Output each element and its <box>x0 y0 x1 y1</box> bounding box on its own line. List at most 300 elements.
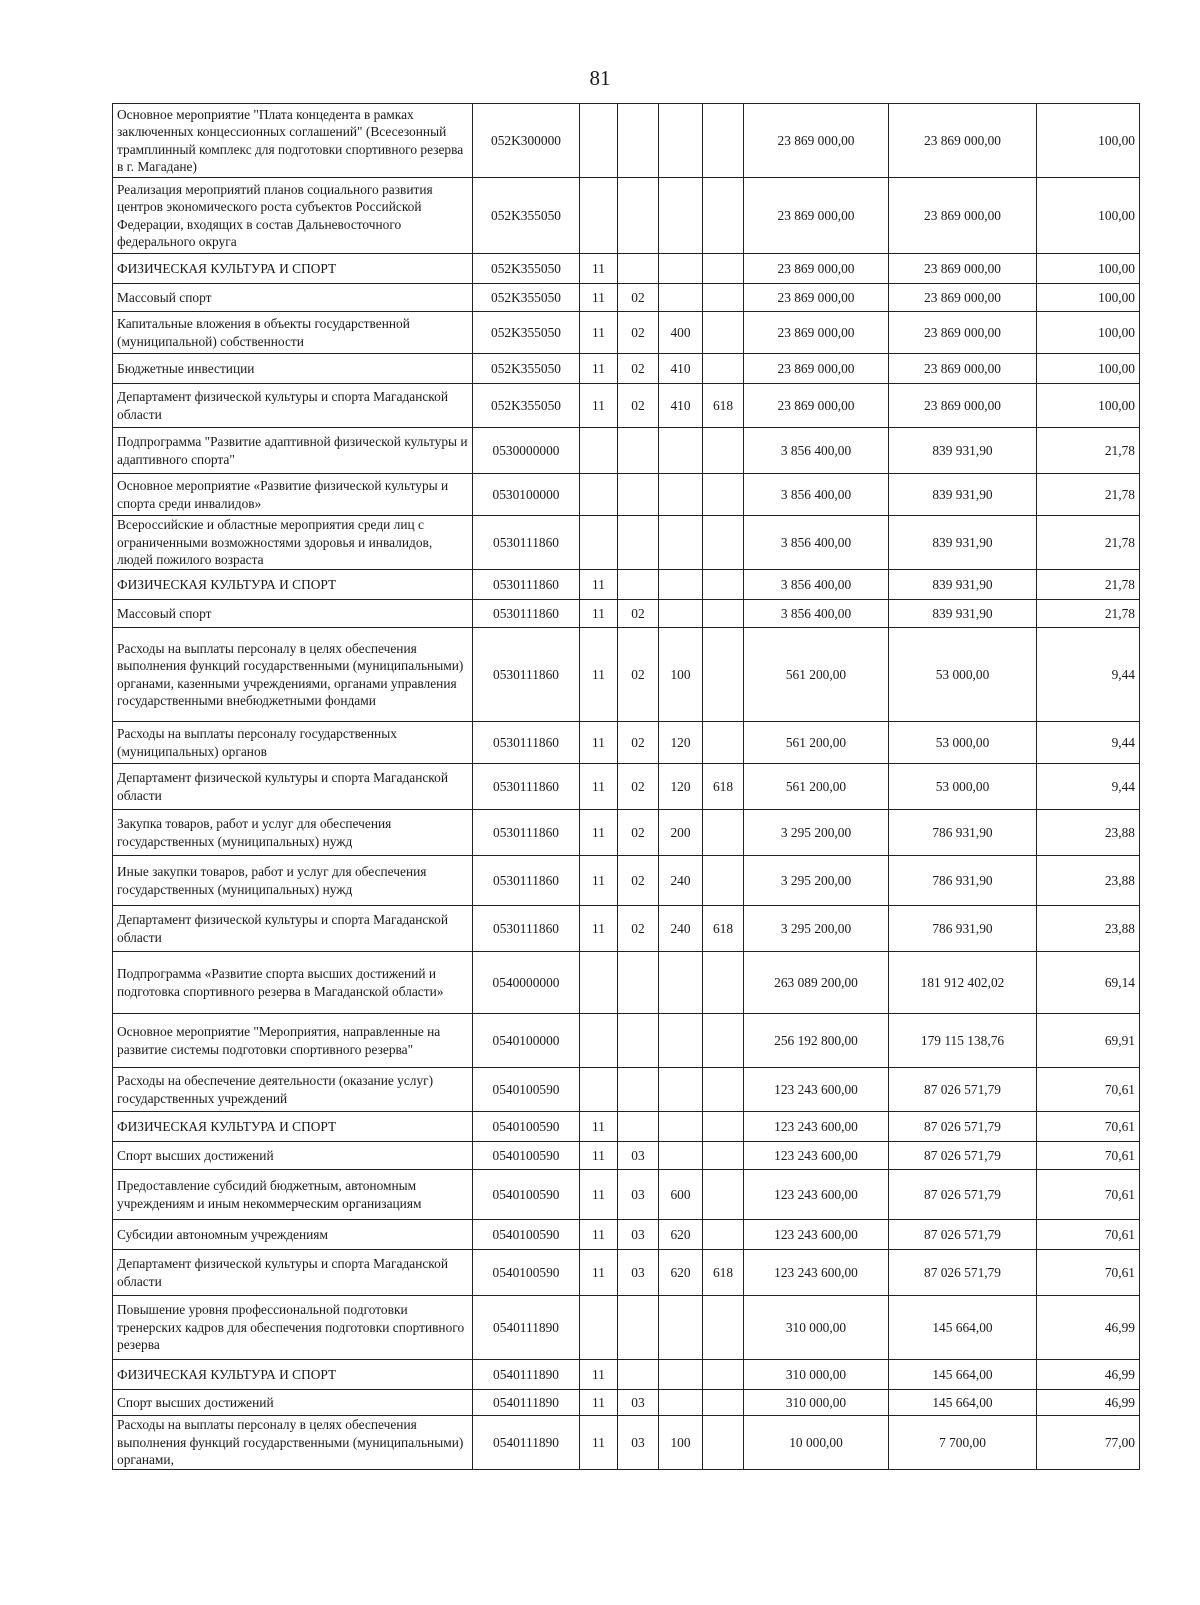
row-expense-type: 200 <box>659 810 703 856</box>
table-row <box>113 284 1140 312</box>
row-percent: 70,61 <box>1037 1068 1140 1112</box>
row-name: Департамент физической культуры и спорта Магаданской области <box>113 906 473 952</box>
row-name: ФИЗИЧЕСКАЯ КУЛЬТУРА И СПОРТ <box>113 254 473 284</box>
row-code: 052K355050 <box>473 354 580 384</box>
table-body <box>113 104 1140 1470</box>
row-code: 0530111860 <box>473 516 580 570</box>
row-name: ФИЗИЧЕСКАЯ КУЛЬТУРА И СПОРТ <box>113 570 473 600</box>
row-name: Основное мероприятие "Плата концедента в рамках заключенных концессионных соглашений" (Всесезонный трамплинный комплекс для подготовки спортивного резерва в г. Магадане) <box>113 104 473 178</box>
row-name: Субсидии автономным учреждениям <box>113 1220 473 1250</box>
row-expense-type <box>659 104 703 178</box>
row-code: 0530111860 <box>473 722 580 764</box>
row-code: 0530111860 <box>473 810 580 856</box>
row-expense-type: 400 <box>659 312 703 354</box>
table-row <box>113 1142 1140 1170</box>
row-subsection <box>618 570 659 600</box>
table-row <box>113 178 1140 254</box>
row-expense-type <box>659 474 703 516</box>
row-percent: 100,00 <box>1037 284 1140 312</box>
row-name: Массовый спорт <box>113 600 473 628</box>
row-code: 0530111860 <box>473 764 580 810</box>
row-subsection: 02 <box>618 810 659 856</box>
row-grbs <box>703 254 744 284</box>
row-percent: 100,00 <box>1037 312 1140 354</box>
row-expense-type: 410 <box>659 384 703 428</box>
row-plan-amount: 123 243 600,00 <box>744 1170 889 1220</box>
row-grbs: 618 <box>703 384 744 428</box>
row-subsection <box>618 1360 659 1390</box>
row-expense-type <box>659 1014 703 1068</box>
table-row <box>113 474 1140 516</box>
row-percent: 9,44 <box>1037 722 1140 764</box>
row-grbs <box>703 1170 744 1220</box>
row-percent: 69,14 <box>1037 952 1140 1014</box>
row-actual-amount: 839 931,90 <box>889 570 1037 600</box>
row-code: 0540100590 <box>473 1250 580 1296</box>
row-percent: 70,61 <box>1037 1170 1140 1220</box>
row-subsection <box>618 254 659 284</box>
row-section: 11 <box>580 254 618 284</box>
row-plan-amount: 3 295 200,00 <box>744 856 889 906</box>
row-name: Капитальные вложения в объекты государственной (муниципальной) собственности <box>113 312 473 354</box>
row-plan-amount: 310 000,00 <box>744 1296 889 1360</box>
row-grbs <box>703 1390 744 1416</box>
row-expense-type: 100 <box>659 628 703 722</box>
row-actual-amount: 23 869 000,00 <box>889 354 1037 384</box>
row-name: Спорт высших достижений <box>113 1390 473 1416</box>
row-name: ФИЗИЧЕСКАЯ КУЛЬТУРА И СПОРТ <box>113 1360 473 1390</box>
row-actual-amount: 87 026 571,79 <box>889 1250 1037 1296</box>
row-expense-type <box>659 284 703 312</box>
row-actual-amount: 53 000,00 <box>889 764 1037 810</box>
table-row <box>113 104 1140 178</box>
row-section: 11 <box>580 810 618 856</box>
row-grbs <box>703 1220 744 1250</box>
row-plan-amount: 23 869 000,00 <box>744 178 889 254</box>
row-name: Предоставление субсидий бюджетным, автономным учреждениям и иным некоммерческим организациям <box>113 1170 473 1220</box>
row-subsection <box>618 516 659 570</box>
row-section: 11 <box>580 1220 618 1250</box>
row-subsection: 02 <box>618 722 659 764</box>
table-row <box>113 428 1140 474</box>
row-grbs <box>703 312 744 354</box>
row-subsection <box>618 474 659 516</box>
row-grbs <box>703 600 744 628</box>
row-actual-amount: 145 664,00 <box>889 1296 1037 1360</box>
row-plan-amount: 3 295 200,00 <box>744 906 889 952</box>
row-subsection <box>618 1296 659 1360</box>
row-percent: 21,78 <box>1037 474 1140 516</box>
row-actual-amount: 179 115 138,76 <box>889 1014 1037 1068</box>
row-subsection: 02 <box>618 628 659 722</box>
row-subsection: 02 <box>618 764 659 810</box>
row-subsection: 02 <box>618 856 659 906</box>
row-section: 11 <box>580 1360 618 1390</box>
row-code: 052K355050 <box>473 254 580 284</box>
row-name: Департамент физической культуры и спорта Магаданской области <box>113 764 473 810</box>
row-expense-type <box>659 952 703 1014</box>
row-name: Массовый спорт <box>113 284 473 312</box>
row-actual-amount: 23 869 000,00 <box>889 312 1037 354</box>
row-subsection: 03 <box>618 1170 659 1220</box>
row-plan-amount: 3 856 400,00 <box>744 428 889 474</box>
row-grbs <box>703 1360 744 1390</box>
table-row <box>113 952 1140 1014</box>
row-actual-amount: 23 869 000,00 <box>889 178 1037 254</box>
table-row <box>113 810 1140 856</box>
row-subsection: 02 <box>618 600 659 628</box>
row-percent: 70,61 <box>1037 1112 1140 1142</box>
row-grbs <box>703 628 744 722</box>
row-expense-type <box>659 1390 703 1416</box>
row-expense-type: 600 <box>659 1170 703 1220</box>
row-section: 11 <box>580 1112 618 1142</box>
row-section: 11 <box>580 1416 618 1470</box>
row-subsection <box>618 428 659 474</box>
row-section: 11 <box>580 764 618 810</box>
row-plan-amount: 3 856 400,00 <box>744 474 889 516</box>
row-section: 11 <box>580 384 618 428</box>
row-plan-amount: 123 243 600,00 <box>744 1068 889 1112</box>
row-expense-type <box>659 1068 703 1112</box>
row-code: 0540100590 <box>473 1068 580 1112</box>
row-percent: 21,78 <box>1037 570 1140 600</box>
table-row <box>113 764 1140 810</box>
row-plan-amount: 23 869 000,00 <box>744 354 889 384</box>
row-plan-amount: 310 000,00 <box>744 1360 889 1390</box>
row-expense-type <box>659 1142 703 1170</box>
row-code: 052K355050 <box>473 284 580 312</box>
row-expense-type: 620 <box>659 1220 703 1250</box>
table-row <box>113 1170 1140 1220</box>
row-percent: 46,99 <box>1037 1360 1140 1390</box>
row-section <box>580 1296 618 1360</box>
row-name: Всероссийские и областные мероприятия среди лиц с ограниченными возможностями здоровья и инвалидов, людей пожилого возраста <box>113 516 473 570</box>
row-subsection <box>618 1112 659 1142</box>
row-expense-type <box>659 254 703 284</box>
table-row <box>113 570 1140 600</box>
row-code: 0530111860 <box>473 856 580 906</box>
row-name: Повышение уровня профессиональной подготовки тренерских кадров для обеспечения подготовки спортивного резерва <box>113 1296 473 1360</box>
row-subsection: 03 <box>618 1416 659 1470</box>
row-grbs <box>703 1014 744 1068</box>
row-name: Расходы на выплаты персоналу в целях обеспечения выполнения функций государственными (муниципальными) органами, казенными учреждениями, органами управления государственными внебюджетными фондами <box>113 628 473 722</box>
row-grbs: 618 <box>703 1250 744 1296</box>
row-code: 0540111890 <box>473 1390 580 1416</box>
row-grbs <box>703 354 744 384</box>
row-name: Иные закупки товаров, работ и услуг для обеспечения государственных (муниципальных) нужд <box>113 856 473 906</box>
row-plan-amount: 23 869 000,00 <box>744 312 889 354</box>
row-actual-amount: 786 931,90 <box>889 906 1037 952</box>
row-section <box>580 516 618 570</box>
row-code: 0540100590 <box>473 1112 580 1142</box>
row-name: Расходы на обеспечение деятельности (оказание услуг) государственных учреждений <box>113 1068 473 1112</box>
table-row <box>113 1220 1140 1250</box>
row-percent: 70,61 <box>1037 1220 1140 1250</box>
row-section <box>580 474 618 516</box>
row-code: 0540111890 <box>473 1296 580 1360</box>
row-name: Реализация мероприятий планов социального развития центров экономического роста субъектов Российской Федерации, входящих в состав Дальневосточного федерального округа <box>113 178 473 254</box>
row-percent: 23,88 <box>1037 810 1140 856</box>
row-section <box>580 1014 618 1068</box>
row-code: 0530100000 <box>473 474 580 516</box>
row-expense-type: 410 <box>659 354 703 384</box>
row-expense-type: 620 <box>659 1250 703 1296</box>
table-row <box>113 628 1140 722</box>
row-percent: 100,00 <box>1037 254 1140 284</box>
row-actual-amount: 87 026 571,79 <box>889 1220 1037 1250</box>
row-code: 0530000000 <box>473 428 580 474</box>
row-plan-amount: 310 000,00 <box>744 1390 889 1416</box>
row-section: 11 <box>580 600 618 628</box>
row-expense-type: 120 <box>659 722 703 764</box>
row-subsection: 02 <box>618 284 659 312</box>
row-actual-amount: 23 869 000,00 <box>889 104 1037 178</box>
row-subsection: 03 <box>618 1142 659 1170</box>
row-plan-amount: 10 000,00 <box>744 1416 889 1470</box>
row-section: 11 <box>580 1390 618 1416</box>
table-row <box>113 906 1140 952</box>
row-section: 11 <box>580 312 618 354</box>
row-actual-amount: 145 664,00 <box>889 1390 1037 1416</box>
row-code: 0540100590 <box>473 1220 580 1250</box>
row-plan-amount: 23 869 000,00 <box>744 254 889 284</box>
row-percent: 21,78 <box>1037 516 1140 570</box>
row-name: Основное мероприятие «Развитие физической культуры и спорта среди инвалидов» <box>113 474 473 516</box>
table-row <box>113 1390 1140 1416</box>
table-row <box>113 722 1140 764</box>
row-code: 0530111860 <box>473 628 580 722</box>
row-grbs <box>703 1068 744 1112</box>
row-subsection: 02 <box>618 906 659 952</box>
row-section <box>580 104 618 178</box>
row-plan-amount: 3 295 200,00 <box>744 810 889 856</box>
row-subsection: 03 <box>618 1250 659 1296</box>
row-plan-amount: 3 856 400,00 <box>744 516 889 570</box>
row-subsection: 02 <box>618 312 659 354</box>
budget-execution-table <box>112 103 1140 1470</box>
row-actual-amount: 839 931,90 <box>889 428 1037 474</box>
row-grbs <box>703 1416 744 1470</box>
row-expense-type: 240 <box>659 856 703 906</box>
row-plan-amount: 263 089 200,00 <box>744 952 889 1014</box>
row-expense-type <box>659 1296 703 1360</box>
row-percent: 77,00 <box>1037 1416 1140 1470</box>
row-actual-amount: 23 869 000,00 <box>889 384 1037 428</box>
row-percent: 21,78 <box>1037 600 1140 628</box>
row-expense-type <box>659 570 703 600</box>
row-subsection: 02 <box>618 384 659 428</box>
row-expense-type <box>659 1360 703 1390</box>
row-section: 11 <box>580 628 618 722</box>
row-actual-amount: 7 700,00 <box>889 1416 1037 1470</box>
row-expense-type <box>659 428 703 474</box>
row-subsection: 02 <box>618 354 659 384</box>
table-row <box>113 600 1140 628</box>
row-grbs <box>703 474 744 516</box>
row-plan-amount: 3 856 400,00 <box>744 570 889 600</box>
row-percent: 100,00 <box>1037 354 1140 384</box>
row-percent: 21,78 <box>1037 428 1140 474</box>
row-expense-type <box>659 178 703 254</box>
row-subsection <box>618 952 659 1014</box>
row-percent: 46,99 <box>1037 1390 1140 1416</box>
row-expense-type <box>659 516 703 570</box>
row-grbs <box>703 516 744 570</box>
row-percent: 23,88 <box>1037 906 1140 952</box>
row-grbs <box>703 856 744 906</box>
row-percent: 69,91 <box>1037 1014 1140 1068</box>
row-section: 11 <box>580 1250 618 1296</box>
row-name: Департамент физической культуры и спорта Магаданской области <box>113 384 473 428</box>
row-percent: 70,61 <box>1037 1250 1140 1296</box>
row-name: ФИЗИЧЕСКАЯ КУЛЬТУРА И СПОРТ <box>113 1112 473 1142</box>
row-section: 11 <box>580 354 618 384</box>
row-expense-type: 240 <box>659 906 703 952</box>
row-section: 11 <box>580 722 618 764</box>
table-row <box>113 312 1140 354</box>
row-actual-amount: 786 931,90 <box>889 856 1037 906</box>
table-row <box>113 1360 1140 1390</box>
row-section: 11 <box>580 1142 618 1170</box>
table-row <box>113 1112 1140 1142</box>
row-grbs <box>703 722 744 764</box>
row-grbs <box>703 178 744 254</box>
row-subsection: 03 <box>618 1390 659 1416</box>
row-code: 052K355050 <box>473 384 580 428</box>
row-section: 11 <box>580 284 618 312</box>
table-row <box>113 354 1140 384</box>
row-plan-amount: 123 243 600,00 <box>744 1112 889 1142</box>
row-actual-amount: 23 869 000,00 <box>889 254 1037 284</box>
row-section: 11 <box>580 1170 618 1220</box>
row-name: Расходы на выплаты персоналу в целях обеспечения выполнения функций государственными (муниципальными) органами, <box>113 1416 473 1470</box>
row-name: Закупка товаров, работ и услуг для обеспечения государственных (муниципальных) нужд <box>113 810 473 856</box>
row-actual-amount: 87 026 571,79 <box>889 1142 1037 1170</box>
row-subsection <box>618 104 659 178</box>
row-actual-amount: 786 931,90 <box>889 810 1037 856</box>
row-code: 052K355050 <box>473 312 580 354</box>
row-grbs: 618 <box>703 764 744 810</box>
row-expense-type: 100 <box>659 1416 703 1470</box>
row-section <box>580 428 618 474</box>
row-plan-amount: 561 200,00 <box>744 628 889 722</box>
row-subsection: 03 <box>618 1220 659 1250</box>
row-section <box>580 952 618 1014</box>
row-subsection <box>618 1014 659 1068</box>
row-name: Основное мероприятие "Мероприятия, направленные на развитие системы подготовки спортивного резерва" <box>113 1014 473 1068</box>
row-grbs <box>703 428 744 474</box>
row-plan-amount: 23 869 000,00 <box>744 104 889 178</box>
table-row <box>113 384 1140 428</box>
row-grbs <box>703 284 744 312</box>
table-row <box>113 254 1140 284</box>
row-section <box>580 1068 618 1112</box>
row-code: 0530111860 <box>473 600 580 628</box>
row-plan-amount: 256 192 800,00 <box>744 1014 889 1068</box>
row-plan-amount: 3 856 400,00 <box>744 600 889 628</box>
table-row <box>113 1014 1140 1068</box>
row-expense-type <box>659 600 703 628</box>
row-name: Бюджетные инвестиции <box>113 354 473 384</box>
row-actual-amount: 839 931,90 <box>889 600 1037 628</box>
row-code: 052K355050 <box>473 178 580 254</box>
row-grbs <box>703 810 744 856</box>
row-section <box>580 178 618 254</box>
row-grbs <box>703 1112 744 1142</box>
row-percent: 23,88 <box>1037 856 1140 906</box>
table-row <box>113 856 1140 906</box>
table-row <box>113 1296 1140 1360</box>
row-percent: 100,00 <box>1037 104 1140 178</box>
row-grbs <box>703 104 744 178</box>
row-plan-amount: 123 243 600,00 <box>744 1220 889 1250</box>
row-code: 0540100590 <box>473 1170 580 1220</box>
row-grbs <box>703 1142 744 1170</box>
row-name: Подпрограмма «Развитие спорта высших достижений и подготовка спортивного резерва в Магаданской области» <box>113 952 473 1014</box>
row-grbs <box>703 952 744 1014</box>
row-expense-type: 120 <box>659 764 703 810</box>
row-percent: 9,44 <box>1037 628 1140 722</box>
row-actual-amount: 145 664,00 <box>889 1360 1037 1390</box>
row-percent: 100,00 <box>1037 178 1140 254</box>
row-grbs <box>703 1296 744 1360</box>
row-grbs: 618 <box>703 906 744 952</box>
row-percent: 46,99 <box>1037 1296 1140 1360</box>
row-actual-amount: 53 000,00 <box>889 628 1037 722</box>
row-plan-amount: 123 243 600,00 <box>744 1142 889 1170</box>
row-code: 0540111890 <box>473 1360 580 1390</box>
row-actual-amount: 839 931,90 <box>889 474 1037 516</box>
row-name: Спорт высших достижений <box>113 1142 473 1170</box>
page-number: 81 <box>589 66 611 90</box>
row-actual-amount: 87 026 571,79 <box>889 1112 1037 1142</box>
row-section: 11 <box>580 570 618 600</box>
row-code: 0540100000 <box>473 1014 580 1068</box>
table-row <box>113 1068 1140 1112</box>
row-code: 0530111860 <box>473 570 580 600</box>
row-code: 0530111860 <box>473 906 580 952</box>
row-subsection <box>618 1068 659 1112</box>
row-actual-amount: 23 869 000,00 <box>889 284 1037 312</box>
row-section: 11 <box>580 906 618 952</box>
row-code: 0540100590 <box>473 1142 580 1170</box>
table-row <box>113 1416 1140 1470</box>
row-code: 0540000000 <box>473 952 580 1014</box>
row-section: 11 <box>580 856 618 906</box>
row-code: 052K300000 <box>473 104 580 178</box>
row-percent: 9,44 <box>1037 764 1140 810</box>
row-name: Подпрограмма "Развитие адаптивной физической культуры и адаптивного спорта" <box>113 428 473 474</box>
row-expense-type <box>659 1112 703 1142</box>
row-actual-amount: 839 931,90 <box>889 516 1037 570</box>
row-plan-amount: 561 200,00 <box>744 722 889 764</box>
row-grbs <box>703 570 744 600</box>
table-row <box>113 516 1140 570</box>
table-row <box>113 1250 1140 1296</box>
row-plan-amount: 561 200,00 <box>744 764 889 810</box>
row-actual-amount: 87 026 571,79 <box>889 1170 1037 1220</box>
row-actual-amount: 87 026 571,79 <box>889 1068 1037 1112</box>
row-actual-amount: 53 000,00 <box>889 722 1037 764</box>
row-name: Расходы на выплаты персоналу государственных (муниципальных) органов <box>113 722 473 764</box>
row-plan-amount: 123 243 600,00 <box>744 1250 889 1296</box>
row-actual-amount: 181 912 402,02 <box>889 952 1037 1014</box>
row-plan-amount: 23 869 000,00 <box>744 284 889 312</box>
row-code: 0540111890 <box>473 1416 580 1470</box>
row-plan-amount: 23 869 000,00 <box>744 384 889 428</box>
row-percent: 100,00 <box>1037 384 1140 428</box>
